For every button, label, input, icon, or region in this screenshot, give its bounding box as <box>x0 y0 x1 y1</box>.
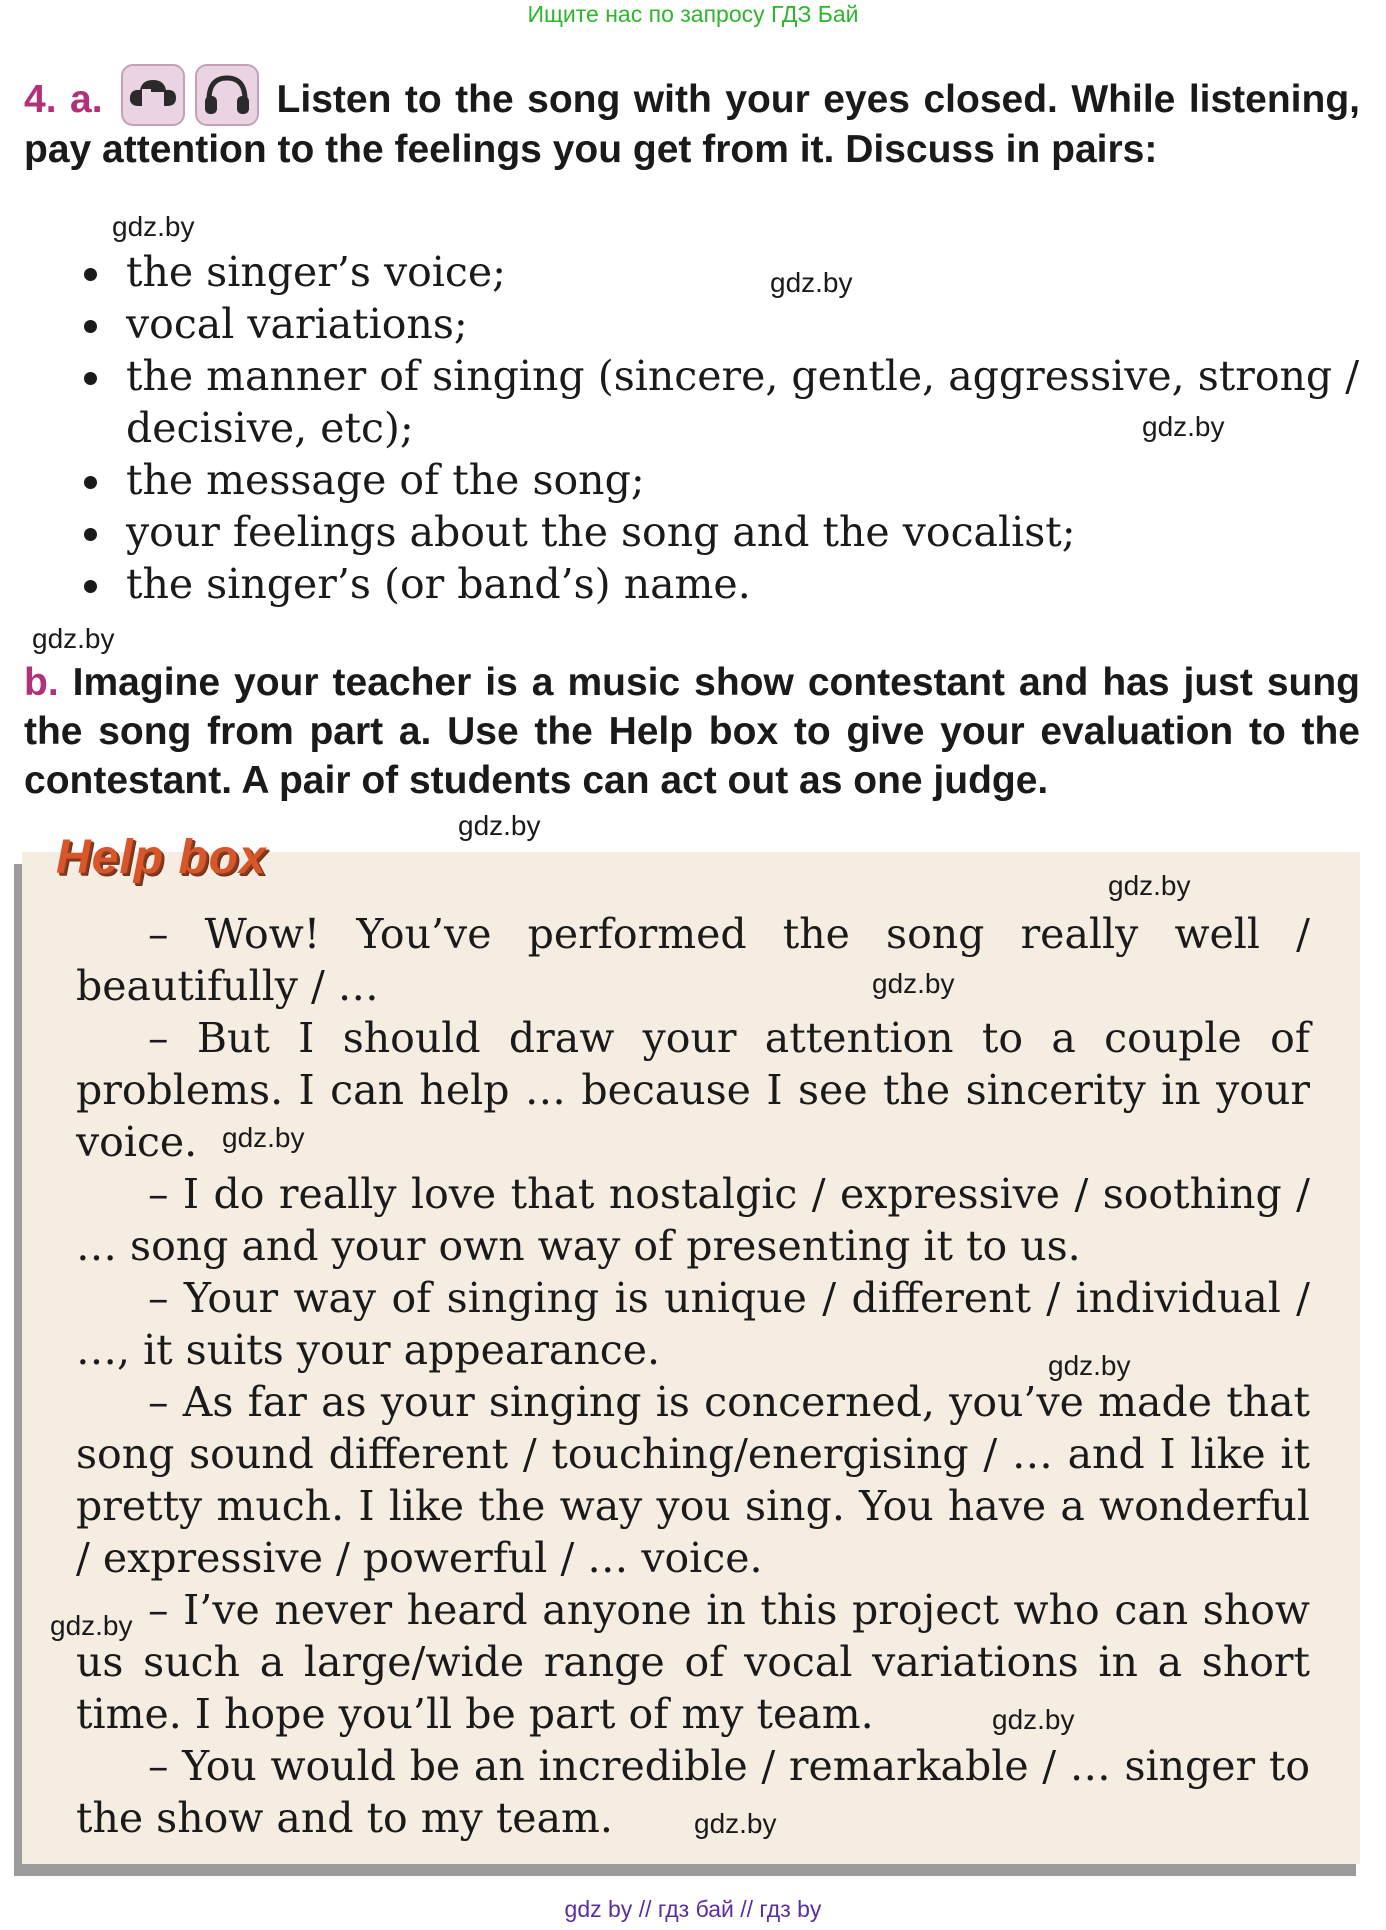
watermark: gdz.by <box>32 623 115 654</box>
exercise-4b-text: Imagine your teacher is a music show contestant and has just sung the song from part a. Use the Help box to give your evaluation to the contestant. A pair of students can act out as one judge. <box>24 661 1360 802</box>
watermark: gdz.by <box>222 1122 305 1153</box>
help-phrase: – Wow! You’ve performed the song really well / beautifully / … <box>76 910 1310 1010</box>
exercise-4a-instruction <box>24 64 1360 174</box>
headphones-icon <box>195 64 259 126</box>
watermark: gdz.by <box>50 1610 133 1641</box>
footer: gdz by // гдз бай // гдз by <box>564 1896 822 1922</box>
list-item: the manner of singing (sincere, gentle, aggressive, strong / decisive, etc); <box>84 350 1364 454</box>
list-item: the singer’s voice; <box>84 246 1364 298</box>
exercise-4a-text: Listen to the song with your eyes closed. While listening, pay attention to the feelings you get from it. Discuss in pairs: <box>24 78 1361 171</box>
list-item: your feelings about the song and the vocalist; <box>84 506 1364 558</box>
watermark: gdz.by <box>1142 411 1225 442</box>
cloud-folder-icon <box>121 64 185 126</box>
help-phrase: – I do really love that nostalgic / expressive / soothing / … song and your own way of presenting it to us. <box>76 1170 1310 1270</box>
help-phrase: – But I should draw your attention to a couple of problems. I can help … because I see the sincerity in your voice. <box>76 1014 1310 1166</box>
watermark: gdz.by <box>694 1808 777 1839</box>
exercise-4b-instruction <box>24 658 1360 805</box>
watermark: gdz.by <box>1108 870 1191 901</box>
list-item: the message of the song; <box>84 454 1364 506</box>
watermark: gdz.by <box>992 1704 1075 1735</box>
exercise-letter: b. <box>24 661 59 704</box>
help-phrase: – As far as your singing is concerned, you’ve made that song sound different / touching/energising / … and I like it pretty much. I like the way you sing. You have a wonderful / expressive / powerful / … voice. <box>76 1378 1310 1582</box>
watermark: gdz.by <box>1048 1350 1131 1381</box>
watermark: gdz.by <box>872 968 955 999</box>
help-phrase: – Your way of singing is unique / different / individual / …, it suits your appearance. <box>76 1274 1310 1374</box>
help-phrase: – I’ve never heard anyone in this project who can show us such a large/wide range of vocal variations in a short time. I hope you’ll be part of my team. <box>76 1586 1310 1738</box>
watermark: gdz.by <box>770 267 853 298</box>
top-banner: Ищите нас по запросу ГДЗ Бай <box>527 1 859 27</box>
help-phrase: – You would be an incredible / remarkable / … singer to the show and to my team. <box>76 1742 1310 1842</box>
list-item: vocal variations; <box>84 298 1364 350</box>
watermark: gdz.by <box>112 211 195 242</box>
exercise-number: 4. a. <box>24 78 103 121</box>
list-item: the singer’s (or band’s) name. <box>84 558 1364 610</box>
help-box-title: Help box <box>56 831 267 884</box>
watermark: gdz.by <box>458 810 541 841</box>
